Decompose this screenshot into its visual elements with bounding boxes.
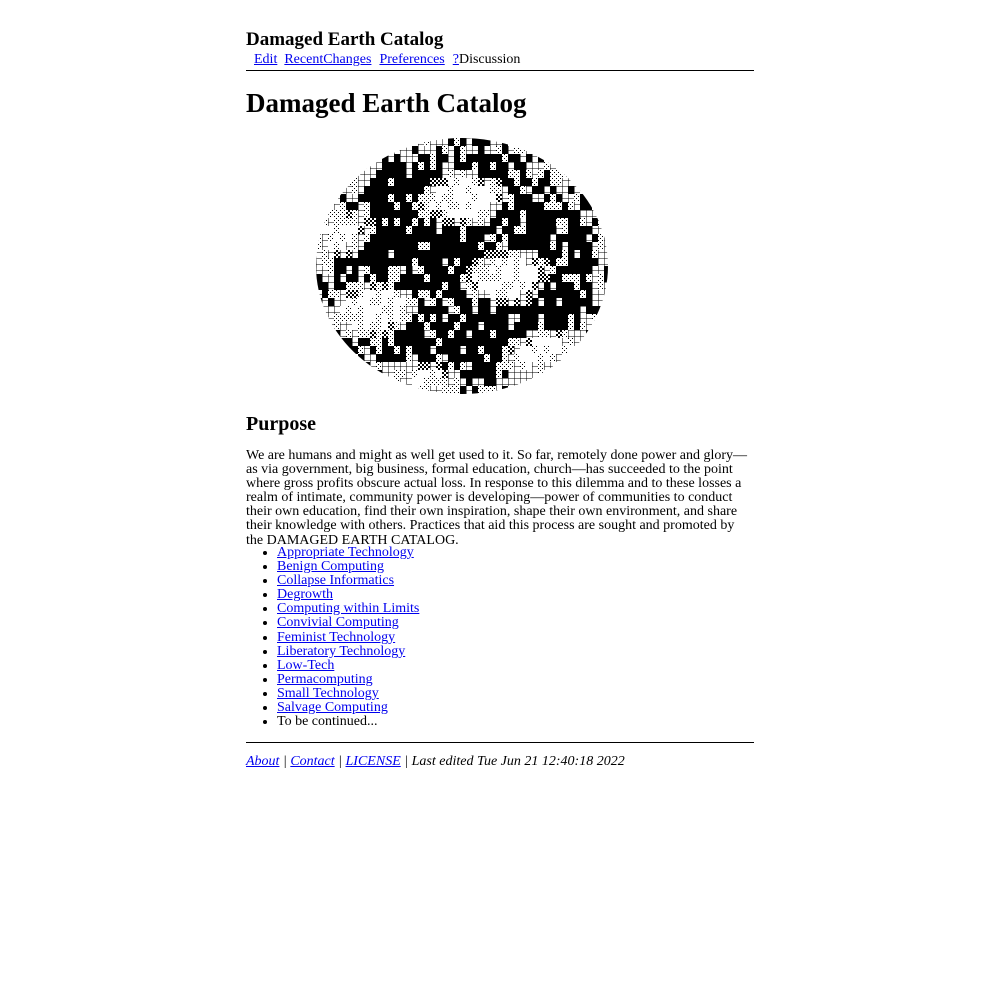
list-item: [277, 673, 419, 687]
page-title: Damaged Earth Catalog: [246, 88, 527, 118]
topic-link-degrowth[interactable]: Degrowth: [277, 587, 333, 603]
list-item: [277, 687, 419, 701]
footer-last-edited: Last edited Tue Jun 21 12:40:18 2022: [411, 754, 625, 769]
list-item: [277, 616, 419, 630]
nav-discussion-create-link[interactable]: ?: [452, 52, 459, 67]
footer-separator: |: [338, 754, 343, 769]
list-item: [277, 701, 419, 715]
footer-separator: |: [404, 754, 409, 769]
site-title: Damaged Earth Catalog: [246, 29, 444, 50]
section-heading-purpose: Purpose: [246, 413, 316, 435]
topic-link-permacomputing[interactable]: Permacomputing: [277, 671, 373, 687]
footer-about-link[interactable]: About: [246, 754, 280, 769]
footer: [246, 754, 625, 770]
topic-link-appropriate-technology[interactable]: Appropriate Technology: [277, 545, 414, 560]
list-item: [277, 659, 419, 673]
topic-link-feminist-technology[interactable]: Feminist Technology: [277, 629, 396, 645]
list-item-to-be-continued: • To be continued...: [277, 715, 419, 729]
header-divider: [246, 70, 754, 71]
topic-link-collapse-informatics[interactable]: Collapse Informatics: [277, 573, 395, 589]
footer-separator: |: [282, 754, 287, 769]
list-item: [277, 645, 419, 659]
footer-license-link[interactable]: LICENSE: [345, 754, 401, 769]
list-item: [277, 560, 419, 574]
topic-link-convivial-computing[interactable]: Convivial Computing: [277, 615, 399, 631]
topic-link-computing-within-limits[interactable]: Computing within Limits: [277, 601, 420, 617]
list-item: [277, 588, 419, 602]
footer-divider: [246, 742, 754, 743]
topic-link-small-technology[interactable]: Small Technology: [277, 685, 379, 701]
earth-globe-image: [316, 138, 608, 394]
nav-preferences-link[interactable]: Preferences: [379, 52, 445, 67]
topic-link-liberatory-technology[interactable]: Liberatory Technology: [277, 643, 406, 659]
list-item: [277, 602, 419, 616]
purpose-paragraph: We are humans and might as well get used to it. So far, remotely done power and glory—as via government, big business, formal education, church—has succeeded to the point where gross profits obscure actual loss. In response to this dilemma and to these losses a realm of intimate, community power is developing—power of communities to conduct their own education, find their own inspiration, shape their own environment, and share their knowledge with others. Practices that aid this process are sought and promoted by the DAMAGED EARTH CATALOG.: [246, 448, 748, 548]
topic-link-salvage-computing[interactable]: Salvage Computing: [277, 700, 388, 716]
nav-recent-changes-link[interactable]: RecentChanges: [284, 52, 372, 67]
footer-contact-link[interactable]: Contact: [290, 754, 335, 769]
list-item: [277, 546, 419, 560]
nav-discussion-label: Discussion: [458, 52, 521, 67]
list-item: [277, 631, 419, 645]
nav-edit-link[interactable]: Edit: [254, 52, 278, 67]
topic-link-benign-computing[interactable]: Benign Computing: [277, 559, 384, 575]
topics-list: [246, 546, 419, 729]
topic-link-low-tech[interactable]: Low-Tech: [277, 657, 335, 673]
list-item: [277, 574, 419, 588]
nav-bar: [246, 52, 520, 68]
